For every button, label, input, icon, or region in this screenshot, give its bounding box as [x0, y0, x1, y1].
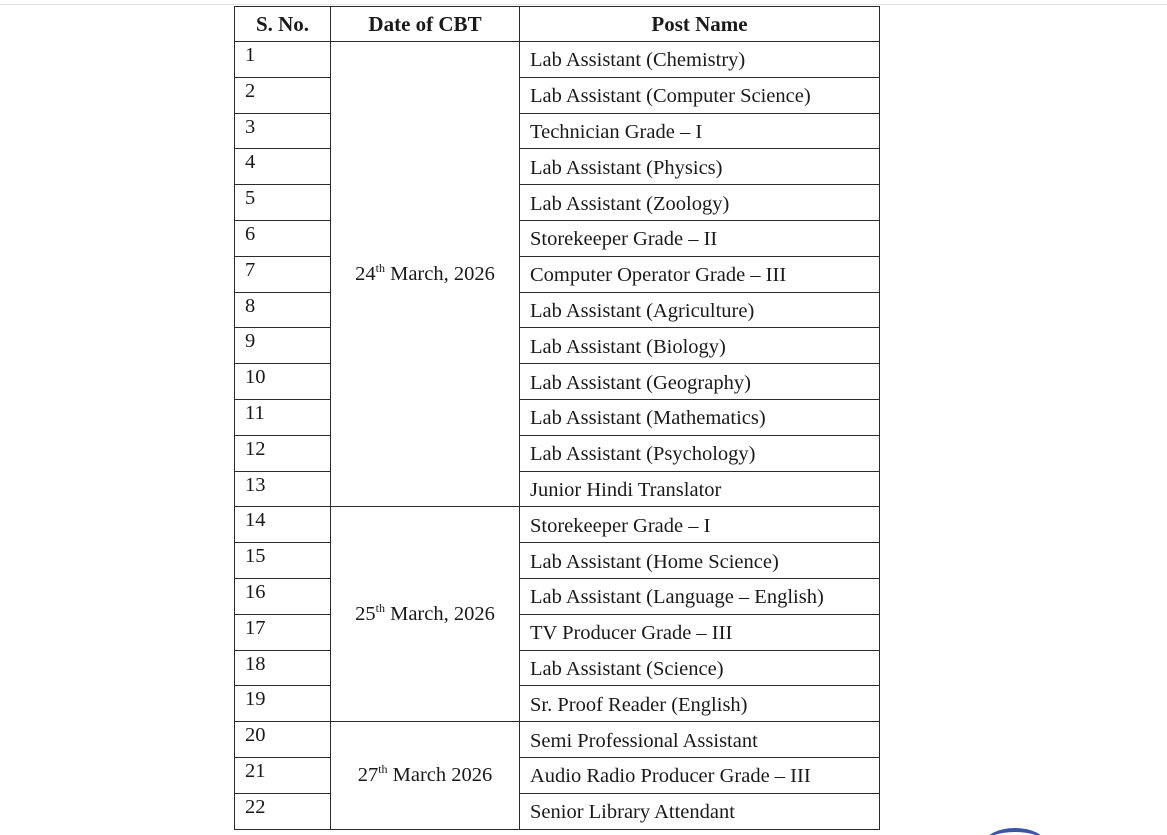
- post-name-cell: Lab Assistant (Agriculture): [520, 292, 880, 328]
- serial-number-cell: 14: [235, 507, 331, 543]
- post-name-cell: Senior Library Attendant: [520, 793, 880, 829]
- cbt-date-cell: [331, 507, 520, 722]
- header-date-of-cbt: Date of CBT: [331, 7, 520, 42]
- serial-number-cell: 11: [235, 399, 331, 435]
- post-name-cell: Lab Assistant (Science): [520, 650, 880, 686]
- serial-number-cell: 19: [235, 686, 331, 722]
- serial-number-cell: 22: [235, 793, 331, 829]
- serial-number-cell: 12: [235, 435, 331, 471]
- post-name-cell: Storekeeper Grade – II: [520, 220, 880, 256]
- serial-number-cell: 16: [235, 578, 331, 614]
- serial-number-cell: 7: [235, 256, 331, 292]
- serial-number-cell: 2: [235, 77, 331, 113]
- serial-number-cell: 10: [235, 364, 331, 400]
- post-name-cell: Storekeeper Grade – I: [520, 507, 880, 543]
- cbt-date-day: 25: [355, 602, 376, 625]
- post-name-cell: Lab Assistant (Computer Science): [520, 77, 880, 113]
- post-name-cell: Lab Assistant (Mathematics): [520, 399, 880, 435]
- table-header: [235, 7, 880, 42]
- post-name-cell: Lab Assistant (Geography): [520, 364, 880, 400]
- table-row: [235, 722, 880, 758]
- post-name-cell: Lab Assistant (Language – English): [520, 578, 880, 614]
- table-body: [235, 42, 880, 830]
- serial-number-cell: 1: [235, 42, 331, 78]
- serial-number-cell: 6: [235, 220, 331, 256]
- header-serial-number: S. No.: [235, 7, 331, 42]
- cbt-schedule-table: [234, 6, 880, 830]
- cbt-date-ordinal-suffix: th: [375, 600, 385, 615]
- cbt-date-ordinal-suffix: th: [378, 762, 388, 776]
- serial-number-cell: 9: [235, 328, 331, 364]
- serial-number-cell: 17: [235, 614, 331, 650]
- post-name-cell: Junior Hindi Translator: [520, 471, 880, 507]
- table-row: [235, 507, 880, 543]
- header-post-name: Post Name: [520, 7, 880, 42]
- serial-number-cell: 5: [235, 185, 331, 221]
- post-name-cell: TV Producer Grade – III: [520, 614, 880, 650]
- post-name-cell: Technician Grade – I: [520, 113, 880, 149]
- cbt-date-month-year: March 2026: [387, 763, 493, 786]
- post-name-cell: Lab Assistant (Physics): [520, 149, 880, 185]
- serial-number-cell: 15: [235, 543, 331, 579]
- cbt-date-cell: [331, 42, 520, 507]
- cbt-date-cell: [331, 722, 520, 829]
- post-name-cell: Lab Assistant (Psychology): [520, 435, 880, 471]
- serial-number-cell: 21: [235, 757, 331, 793]
- header-row: [235, 7, 880, 42]
- post-name-cell: Semi Professional Assistant: [520, 722, 880, 758]
- logo-fragment-icon: [985, 828, 1045, 835]
- post-name-cell: Sr. Proof Reader (English): [520, 686, 880, 722]
- cbt-date-ordinal-suffix: th: [375, 260, 385, 275]
- post-name-cell: Lab Assistant (Biology): [520, 328, 880, 364]
- cbt-date-day: 27: [357, 763, 379, 786]
- serial-number-cell: 18: [235, 650, 331, 686]
- table-row: [235, 42, 880, 78]
- post-name-cell: Computer Operator Grade – III: [520, 256, 880, 292]
- serial-number-cell: 4: [235, 149, 331, 185]
- serial-number-cell: 13: [235, 471, 331, 507]
- post-name-cell: Lab Assistant (Chemistry): [520, 42, 880, 78]
- post-name-cell: Audio Radio Producer Grade – III: [520, 757, 880, 793]
- cbt-date-day: 24: [355, 262, 376, 285]
- cbt-date-month-year: March, 2026: [384, 262, 495, 285]
- page-top-rule: [0, 4, 1167, 5]
- serial-number-cell: 20: [235, 722, 331, 758]
- serial-number-cell: 8: [235, 292, 331, 328]
- cbt-date-month-year: March, 2026: [384, 602, 495, 625]
- serial-number-cell: 3: [235, 113, 331, 149]
- post-name-cell: Lab Assistant (Home Science): [520, 543, 880, 579]
- post-name-cell: Lab Assistant (Zoology): [520, 185, 880, 221]
